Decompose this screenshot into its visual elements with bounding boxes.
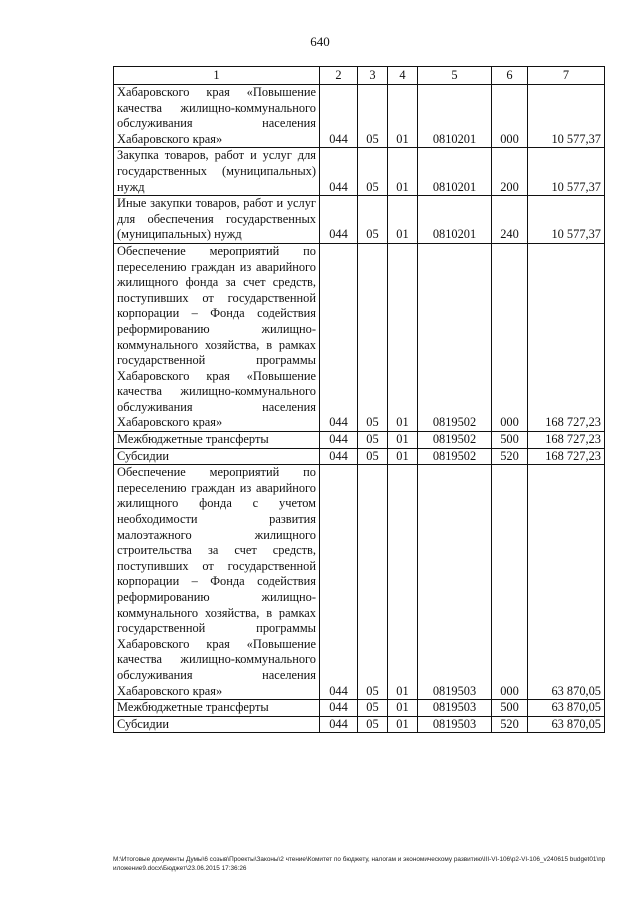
table-row — [114, 716, 605, 733]
row-name: Закупка товаров, работ и услуг для государственных (муниципальных) нужд — [114, 148, 320, 196]
table-row — [114, 448, 605, 465]
table-row — [114, 700, 605, 717]
cell-code-ministry: 044 — [320, 243, 358, 431]
cell-subsection: 01 — [388, 85, 418, 148]
cell-subsection: 01 — [388, 448, 418, 465]
cell-code-ministry: 044 — [320, 716, 358, 733]
cell-amount: 168 727,23 — [528, 432, 605, 449]
cell-target-item: 0819503 — [418, 465, 492, 700]
column-header: 1 — [114, 67, 320, 85]
cell-amount: 10 577,37 — [528, 85, 605, 148]
row-name: Обеспечение мероприятий по переселению граждан из аварийного жилищного фонда за счет средств, поступивших от государственной корпорации – Фонда содействия реформированию жилищно-коммунального хозяйства, в рамках государственной программы Хабаровского края «Повышение качества жилищно-коммунального обслуживания населения Хабаровского края» — [114, 243, 320, 431]
table-row — [114, 148, 605, 196]
cell-amount: 63 870,05 — [528, 700, 605, 717]
cell-section: 05 — [358, 465, 388, 700]
table-row — [114, 432, 605, 449]
cell-code-ministry: 044 — [320, 432, 358, 449]
cell-expense-type: 520 — [492, 716, 528, 733]
cell-expense-type: 520 — [492, 448, 528, 465]
cell-section: 05 — [358, 448, 388, 465]
cell-subsection: 01 — [388, 716, 418, 733]
cell-target-item: 0819503 — [418, 700, 492, 717]
cell-target-item: 0810201 — [418, 85, 492, 148]
cell-target-item: 0819502 — [418, 243, 492, 431]
cell-subsection: 01 — [388, 432, 418, 449]
row-name: Иные закупки товаров, работ и услуг для обеспечения государственных (муниципальных) нужд — [114, 196, 320, 244]
row-name: Субсидии — [114, 716, 320, 733]
cell-code-ministry: 044 — [320, 196, 358, 244]
cell-expense-type: 500 — [492, 700, 528, 717]
cell-target-item: 0819503 — [418, 716, 492, 733]
cell-subsection: 01 — [388, 196, 418, 244]
cell-section: 05 — [358, 196, 388, 244]
row-name: Обеспечение мероприятий по переселению граждан из аварийного жилищного фонда с учетом необходимости развития малоэтажного жилищного строительства за счет средств, поступивших от государственной корпорации – Фонда содействия реформированию жилищно-коммунального хозяйства, в рамках государственной программы Хабаровского края «Повышение качества жилищно-коммунального обслуживания населения Хабаровского края» — [114, 465, 320, 700]
cell-section: 05 — [358, 85, 388, 148]
cell-amount: 168 727,23 — [528, 243, 605, 431]
row-name: Субсидии — [114, 448, 320, 465]
column-header: 7 — [528, 67, 605, 85]
cell-code-ministry: 044 — [320, 700, 358, 717]
cell-code-ministry: 044 — [320, 85, 358, 148]
cell-expense-type: 200 — [492, 148, 528, 196]
cell-amount: 168 727,23 — [528, 448, 605, 465]
cell-subsection: 01 — [388, 700, 418, 717]
table-row — [114, 196, 605, 244]
cell-code-ministry: 044 — [320, 448, 358, 465]
column-header: 2 — [320, 67, 358, 85]
table-row — [114, 85, 605, 148]
column-header: 4 — [388, 67, 418, 85]
cell-expense-type: 000 — [492, 243, 528, 431]
cell-amount: 10 577,37 — [528, 196, 605, 244]
cell-code-ministry: 044 — [320, 148, 358, 196]
cell-amount: 63 870,05 — [528, 716, 605, 733]
cell-amount: 10 577,37 — [528, 148, 605, 196]
file-path-footer: M:\Итоговые документы Думы\6 созыв\Проекты\Законы\2 чтение\Комитет по бюджету, налогам и экономическому развитию\III-VI-106\p2-VI-106_v240615 budget01\приложение9.docx\Бюджет\23.06.2015 17:36:26 — [113, 856, 606, 872]
page-number: 640 — [310, 34, 330, 49]
column-header: 5 — [418, 67, 492, 85]
cell-target-item: 0810201 — [418, 148, 492, 196]
column-header: 3 — [358, 67, 388, 85]
cell-subsection: 01 — [388, 465, 418, 700]
cell-subsection: 01 — [388, 148, 418, 196]
budget-table — [113, 66, 605, 733]
table-row — [114, 243, 605, 431]
header-row — [114, 67, 605, 85]
cell-section: 05 — [358, 243, 388, 431]
cell-subsection: 01 — [388, 243, 418, 431]
cell-target-item: 0810201 — [418, 196, 492, 244]
cell-section: 05 — [358, 700, 388, 717]
row-name: Хабаровского края «Повышение качества жилищно-коммунального обслуживания населения Хабаровского края» — [114, 85, 320, 148]
cell-expense-type: 240 — [492, 196, 528, 244]
column-header: 6 — [492, 67, 528, 85]
cell-section: 05 — [358, 432, 388, 449]
cell-amount: 63 870,05 — [528, 465, 605, 700]
cell-expense-type: 500 — [492, 432, 528, 449]
cell-target-item: 0819502 — [418, 432, 492, 449]
row-name: Межбюджетные трансферты — [114, 700, 320, 717]
cell-expense-type: 000 — [492, 85, 528, 148]
cell-section: 05 — [358, 716, 388, 733]
cell-target-item: 0819502 — [418, 448, 492, 465]
row-name: Межбюджетные трансферты — [114, 432, 320, 449]
table-row — [114, 465, 605, 700]
cell-section: 05 — [358, 148, 388, 196]
cell-expense-type: 000 — [492, 465, 528, 700]
cell-code-ministry: 044 — [320, 465, 358, 700]
